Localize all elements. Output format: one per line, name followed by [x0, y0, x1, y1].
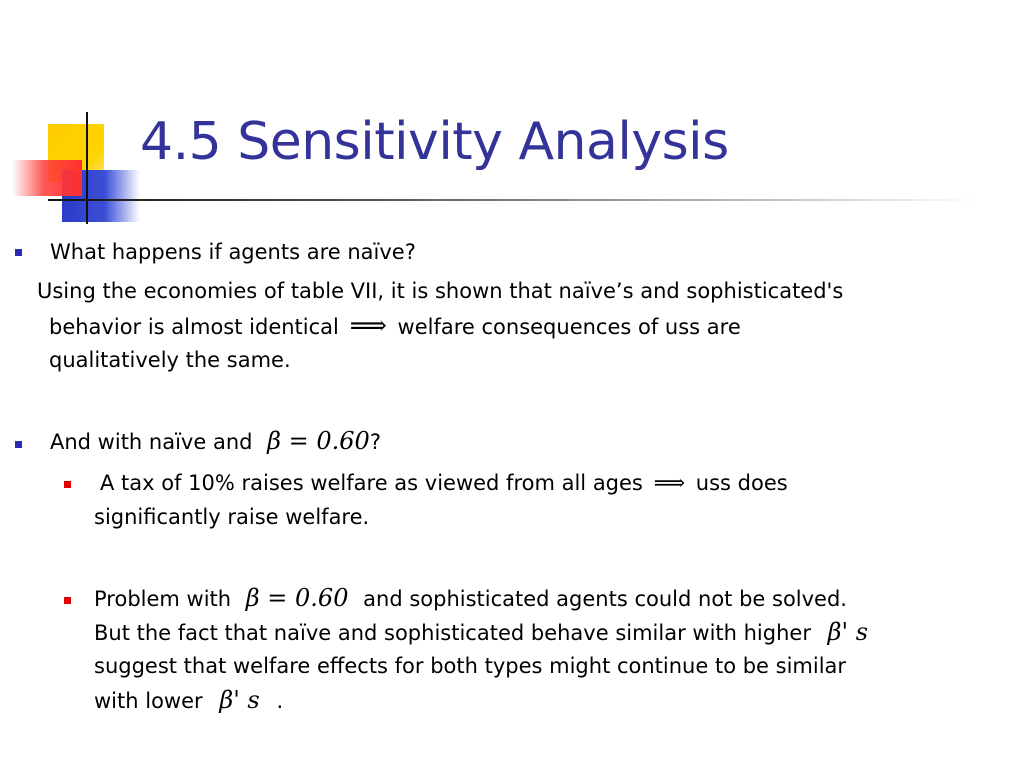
sub-bullet-problem-line-4-text: with lower: [94, 689, 203, 713]
decor-red-square: [12, 160, 82, 196]
sub-bullet-tax-line-2: significantly raise welfare.: [94, 505, 370, 529]
paragraph-line-3: qualitatively the same.: [49, 348, 291, 372]
sub-bullet-problem-line-2-text: But the fact that naïve and sophisticated behave similar with higher: [94, 621, 811, 645]
sub-bullet-problem-period: .: [276, 689, 284, 713]
paragraph-line-2-start: behavior is almost identical: [49, 315, 339, 339]
sub-bullet-tax-text: A tax of 10% raises welfare as viewed from all ages: [100, 471, 643, 495]
title-underline: [48, 199, 978, 201]
bullet-and-with-naive: [50, 424, 381, 459]
bullet-marker: [15, 441, 22, 448]
bullet-2-text: And with naïve and: [50, 430, 253, 454]
bullet-marker: [15, 249, 22, 256]
bullet-2-question: ?: [369, 430, 381, 454]
paragraph-line-1: Using the economies of table VII, it is shown that naïve’s and sophisticated's: [37, 279, 844, 303]
sub-bullet-marker: [64, 481, 71, 488]
paragraph-line-2: [49, 309, 741, 344]
bullet-what-happens: What happens if agents are naïve?: [50, 240, 416, 264]
math-beta-s: β' s: [219, 686, 260, 714]
sub-bullet-problem-text: Problem with: [94, 587, 232, 611]
sub-bullet-problem-line-2: [94, 615, 868, 650]
sub-bullet-tax-line-1: [100, 466, 788, 501]
decor-vertical-line: [86, 112, 88, 224]
sub-bullet-problem-line-1: [94, 581, 847, 616]
sub-bullet-marker: [64, 597, 71, 604]
math-beta-equals: β = 0.60: [267, 427, 370, 455]
math-beta-equals: β = 0.60: [245, 584, 349, 612]
implies-arrow-icon: ⟹: [653, 471, 686, 496]
math-beta-s: β' s: [827, 618, 869, 646]
slide-title: 4.5 Sensitivity Analysis: [140, 112, 729, 172]
sub-bullet-problem-line-3: suggest that welfare effects for both types might continue to be similar: [94, 654, 847, 678]
implies-arrow-icon: ⟹: [349, 311, 387, 341]
sub-bullet-tax-end: uss does: [695, 471, 788, 495]
sub-bullet-problem-end: and sophisticated agents could not be solved.: [363, 587, 847, 611]
paragraph-line-2-end: welfare consequences of uss are: [397, 315, 741, 339]
sub-bullet-problem-line-4: [94, 683, 283, 718]
